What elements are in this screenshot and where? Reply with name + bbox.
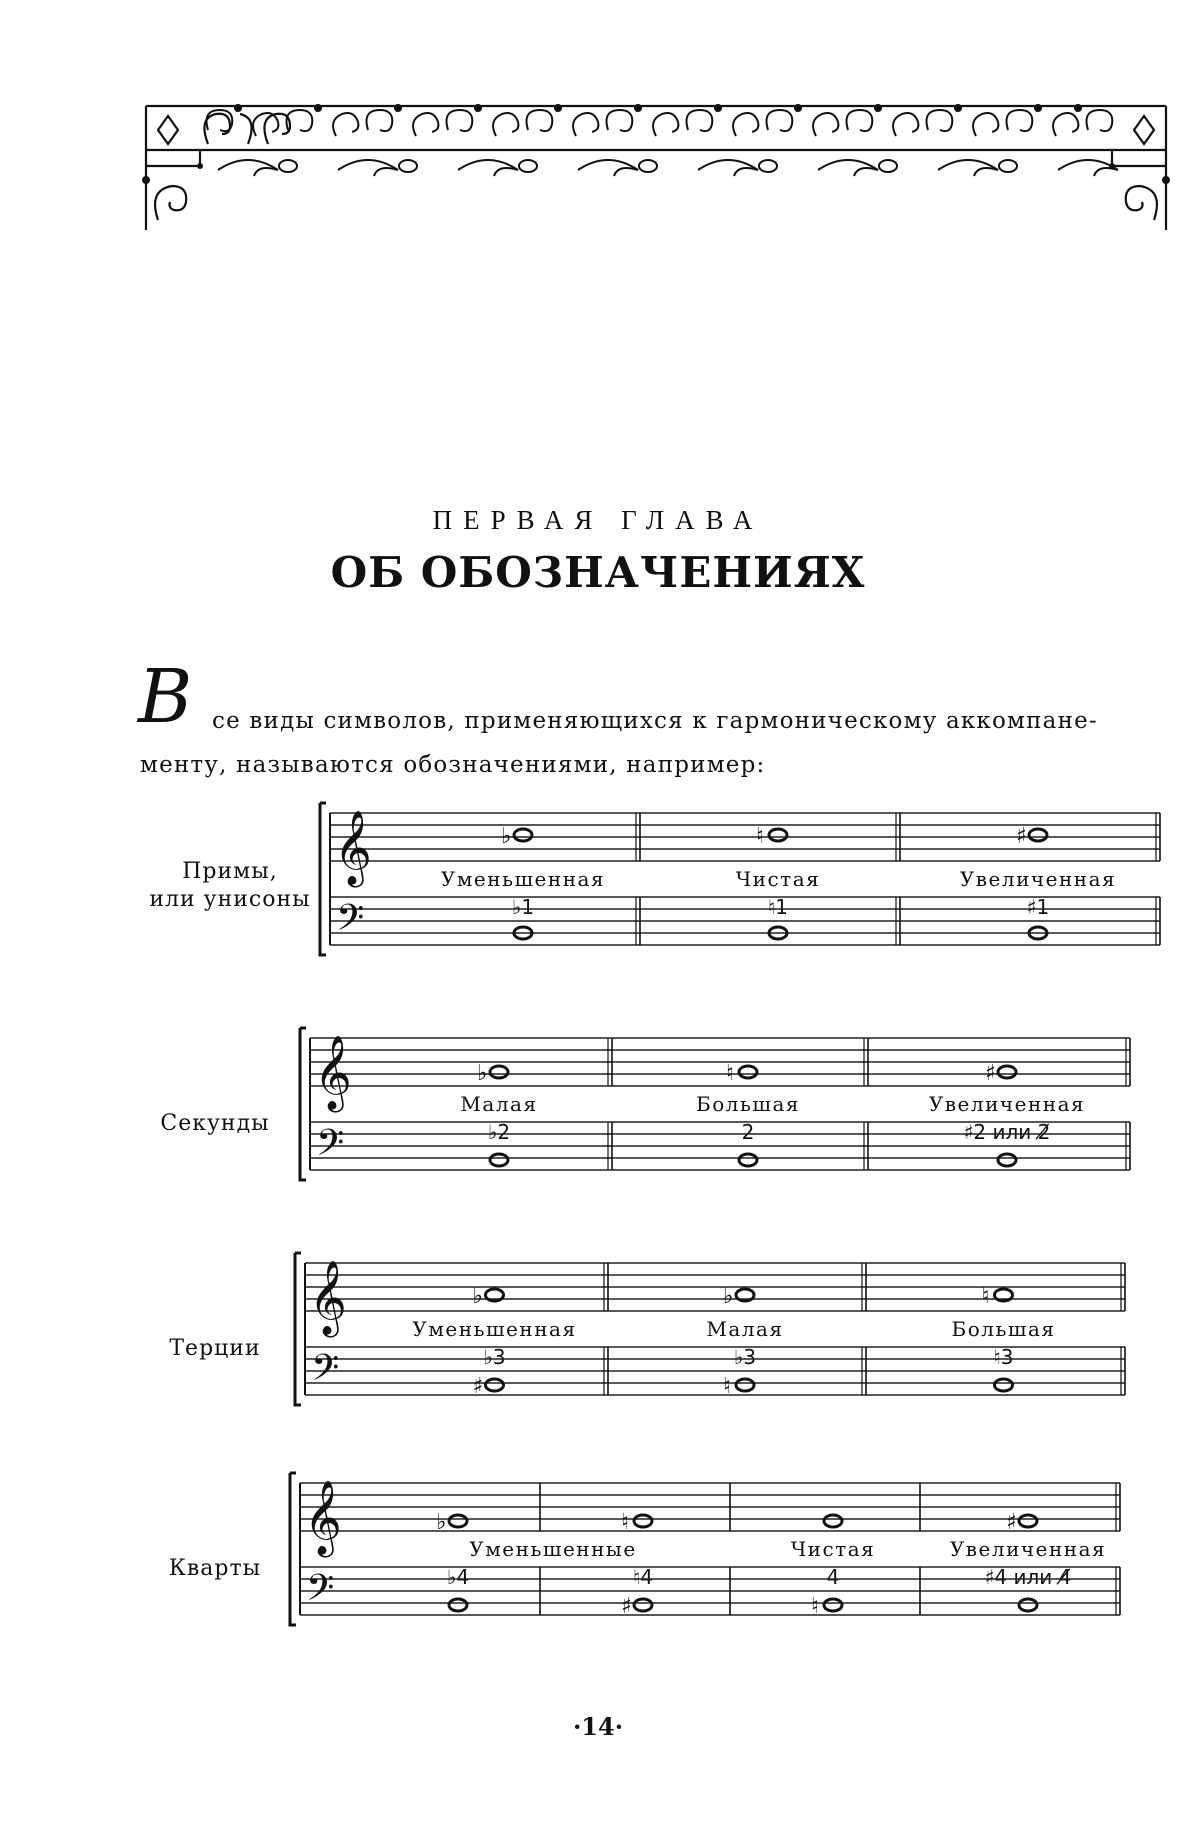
upper-note bbox=[824, 1515, 842, 1527]
chapter-label: ПЕРВАЯ ГЛАВА bbox=[432, 505, 764, 535]
interval-system bbox=[270, 1020, 1150, 1220]
system-bracket bbox=[320, 803, 326, 955]
upper-accidental: ♮ bbox=[726, 1061, 734, 1086]
upper-accidental: ♮ bbox=[756, 824, 764, 849]
interval-group-label-line: Кварты bbox=[168, 1556, 262, 1581]
page-number: ·14· bbox=[572, 1712, 624, 1741]
upper-note bbox=[449, 1515, 467, 1527]
lower-accidental: ♮ bbox=[723, 1374, 731, 1399]
interval-quality-shared: Уменьшенные bbox=[469, 1537, 637, 1561]
system-bracket bbox=[295, 1253, 301, 1405]
upper-accidental: ♭ bbox=[501, 824, 512, 849]
staff-system-svg bbox=[260, 1465, 1140, 1665]
upper-accidental: ♮ bbox=[981, 1284, 990, 1309]
interval-symbol: 2 bbox=[741, 1120, 755, 1144]
upper-note bbox=[1029, 829, 1047, 841]
upper-accidental: ♯ bbox=[985, 1061, 996, 1086]
treble-clef-icon: 𝄞 bbox=[334, 811, 372, 885]
lower-note bbox=[490, 1154, 508, 1166]
lower-note bbox=[739, 1154, 757, 1166]
interval-group-label-line: Секунды bbox=[160, 1111, 270, 1136]
upper-note bbox=[998, 1066, 1016, 1078]
interval-symbol: ♮3 bbox=[993, 1345, 1014, 1369]
interval-quality: Малая bbox=[460, 1092, 538, 1116]
interval-quality: Увеличенная bbox=[949, 1537, 1107, 1561]
staff-system-svg bbox=[265, 1245, 1145, 1445]
bass-clef-icon: 𝄢 bbox=[311, 1347, 340, 1398]
lower-accidental: ♯ bbox=[621, 1594, 632, 1619]
upper-accidental: ♯ bbox=[1016, 824, 1027, 849]
interval-symbol: ♯1 bbox=[1026, 895, 1050, 919]
chapter-title: ОБ ОБОЗНАЧЕНИЯХ bbox=[330, 548, 866, 597]
upper-note bbox=[1019, 1515, 1037, 1527]
system-bracket bbox=[290, 1473, 296, 1625]
treble-clef-icon: 𝄞 bbox=[304, 1481, 342, 1555]
lower-note bbox=[824, 1599, 842, 1611]
interval-system bbox=[290, 795, 1180, 995]
upper-accidental: ♭ bbox=[436, 1510, 447, 1535]
interval-symbol: ♭3 bbox=[483, 1345, 506, 1369]
interval-quality: Увеличенная bbox=[959, 867, 1117, 891]
interval-group-label bbox=[140, 1110, 290, 1138]
treble-clef-icon: 𝄞 bbox=[314, 1036, 352, 1110]
interval-group-label-line: Терции bbox=[169, 1336, 261, 1361]
drop-cap: В bbox=[138, 654, 193, 740]
interval-quality: Малая bbox=[706, 1317, 784, 1341]
upper-note bbox=[634, 1515, 652, 1527]
lower-note bbox=[998, 1154, 1016, 1166]
upper-accidental: ♭ bbox=[477, 1061, 488, 1086]
lower-note bbox=[486, 1379, 504, 1391]
lower-accidental: ♯ bbox=[472, 1374, 484, 1399]
bass-clef-icon: 𝄢 bbox=[316, 1122, 345, 1173]
interval-system bbox=[260, 1465, 1140, 1665]
intro-line-2: менту, называются обозначениями, например: bbox=[140, 752, 766, 778]
lower-note bbox=[634, 1599, 652, 1611]
interval-group-label-line: или унисоны bbox=[149, 887, 311, 912]
interval-symbol: ♭1 bbox=[511, 895, 535, 919]
upper-note bbox=[514, 829, 532, 841]
upper-note bbox=[490, 1066, 508, 1078]
staff-system-svg bbox=[290, 795, 1180, 995]
upper-note bbox=[739, 1066, 757, 1078]
ornamental-header-border bbox=[138, 100, 1174, 240]
lower-note bbox=[449, 1599, 467, 1611]
upper-note bbox=[769, 829, 787, 841]
interval-quality: Чистая bbox=[735, 867, 821, 891]
interval-symbol: 4 bbox=[826, 1565, 840, 1589]
bass-clef-icon: 𝄢 bbox=[306, 1567, 335, 1618]
intro-line-1: се виды символов, применяющихся к гармоническому аккомпане- bbox=[212, 708, 1098, 734]
lower-note bbox=[1019, 1599, 1037, 1611]
lower-accidental: ♮ bbox=[811, 1594, 819, 1619]
system-bracket bbox=[300, 1028, 306, 1180]
interval-quality: Большая bbox=[951, 1317, 1056, 1341]
lower-note bbox=[736, 1379, 754, 1391]
interval-quality: Увеличенная bbox=[928, 1092, 1086, 1116]
interval-quality: Уменьшенная bbox=[440, 867, 606, 891]
upper-accidental: ♭ bbox=[472, 1284, 483, 1309]
interval-quality: Чистая bbox=[790, 1537, 876, 1561]
upper-accidental: ♭ bbox=[723, 1284, 734, 1309]
interval-quality: Уменьшенная bbox=[412, 1317, 577, 1341]
bass-clef-icon: 𝄢 bbox=[336, 897, 365, 948]
treble-clef-icon: 𝄞 bbox=[309, 1261, 347, 1335]
interval-symbol: ♯2 или 2̸ bbox=[963, 1120, 1051, 1144]
interval-symbol: ♭4 bbox=[446, 1565, 470, 1589]
interval-symbol: ♯4 или 4̸ bbox=[984, 1565, 1072, 1589]
lower-note bbox=[995, 1379, 1013, 1391]
interval-symbol: ♭3 bbox=[733, 1345, 757, 1369]
staff-system-svg bbox=[270, 1020, 1150, 1220]
interval-symbol: ♭2 bbox=[487, 1120, 511, 1144]
upper-accidental: ♮ bbox=[621, 1510, 629, 1535]
interval-quality: Большая bbox=[696, 1092, 800, 1116]
interval-symbol: ♮4 bbox=[633, 1565, 653, 1589]
interval-symbol: ♮1 bbox=[768, 895, 788, 919]
interval-system bbox=[265, 1245, 1145, 1445]
interval-group-label-line: Примы, bbox=[182, 859, 278, 884]
upper-accidental: ♯ bbox=[1006, 1510, 1017, 1535]
